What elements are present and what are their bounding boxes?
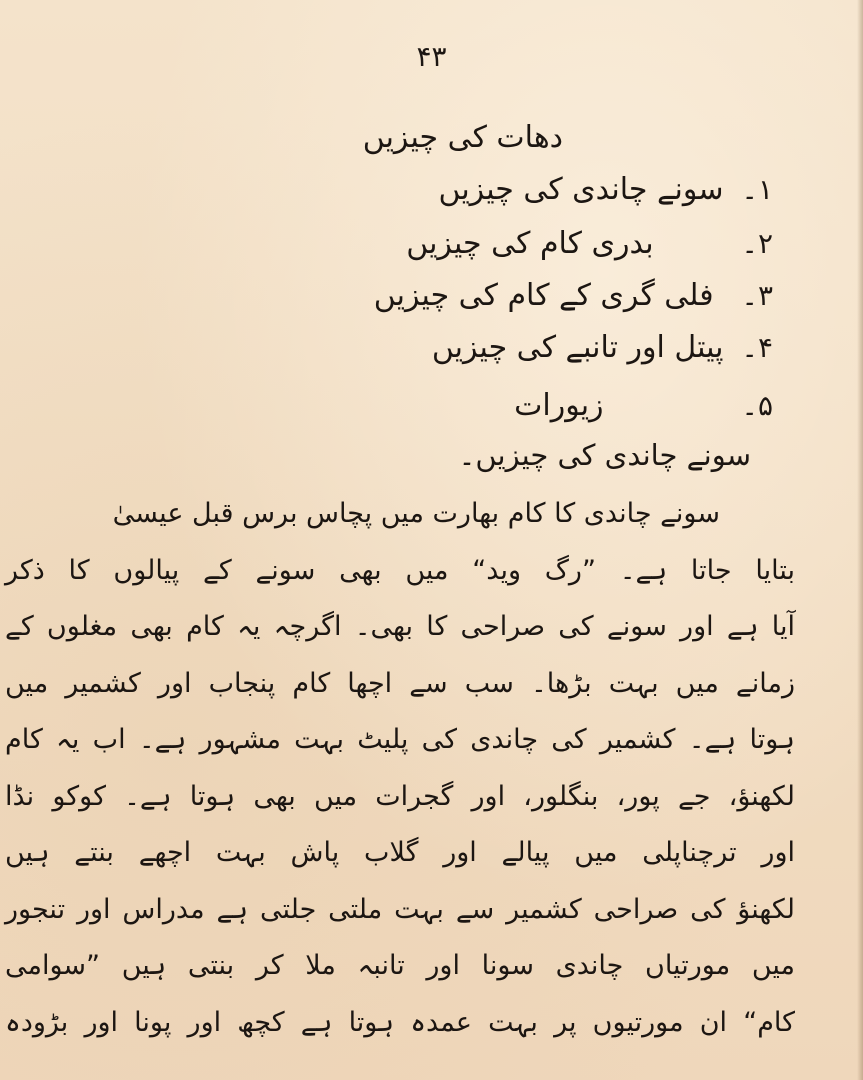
body-line: بتایا جاتا ہے۔ ”رگ وید“ میں بھی سونے کے پیالوں کا ذکر [5,554,795,586]
body-line: کام“ ان مورتیوں پر بہت عمدہ ہوتا ہے کچھ اور پونا اور بڑودہ [5,1006,795,1038]
list-item-text: سونے چاندی کی چیزیں [438,172,724,207]
list-item-number: ۴۔ [741,331,773,364]
body-line: ہوتا ہے۔ کشمیر کی چاندی کی پلیٹ بہت مشہور ہے۔ اب یہ کام [5,724,795,755]
body-line: میں مورتیاں چاندی سونا اور تانبہ ملا کر بنتی ہیں ”سوامی [5,950,795,981]
section-heading: دھات کی چیزیں [362,120,563,155]
subsection-heading: سونے چاندی کی چیزیں۔ [458,438,751,472]
page-number: ۴۳ [416,40,447,73]
list-item [432,330,773,365]
body-line: زمانے میں بہت بڑھا۔ سب سے اچھا کام پنجاب اور کشمیر میں [5,667,795,699]
list-item [438,172,773,207]
list-item [406,226,773,261]
list-item [374,278,773,313]
body-line: آیا ہے اور سونے کی صراحی کا بھی۔ اگرچہ یہ کام بھی مغلوں کے [5,611,795,642]
list-item-number: ۲۔ [741,227,773,260]
body-line: لکھنؤ، جے پور، بنگلور، اور گجرات میں بھی ہوتا ہے۔ کوکو نڈا [5,780,795,812]
list-item-text: پیتل اور تانبے کی چیزیں [431,330,724,365]
body-line: سونے چاندی کا کام بھارت میں پچاس برس قبل عیسیٰ [112,498,720,529]
body-paragraph [5,486,795,1051]
body-line: لکھنؤ کی صراحی کشمیر سے بہت ملتی جلتی ہے مدراس اور تنجور [5,893,795,925]
list-item-text: زیورات [514,388,604,423]
list-item-number: ۱۔ [741,173,773,206]
list-item [514,388,773,423]
body-line: اور ترچناپلی میں پیالے اور گلاب پاش بہت اچھے بنتے ہیں [5,837,795,868]
list-item-number: ۵۔ [741,389,773,422]
list-item-text: بدری کام کی چیزیں [406,226,654,261]
list-item-number: ۳۔ [741,279,773,312]
list-item-text: فلی گری کے کام کی چیزیں [373,278,714,313]
